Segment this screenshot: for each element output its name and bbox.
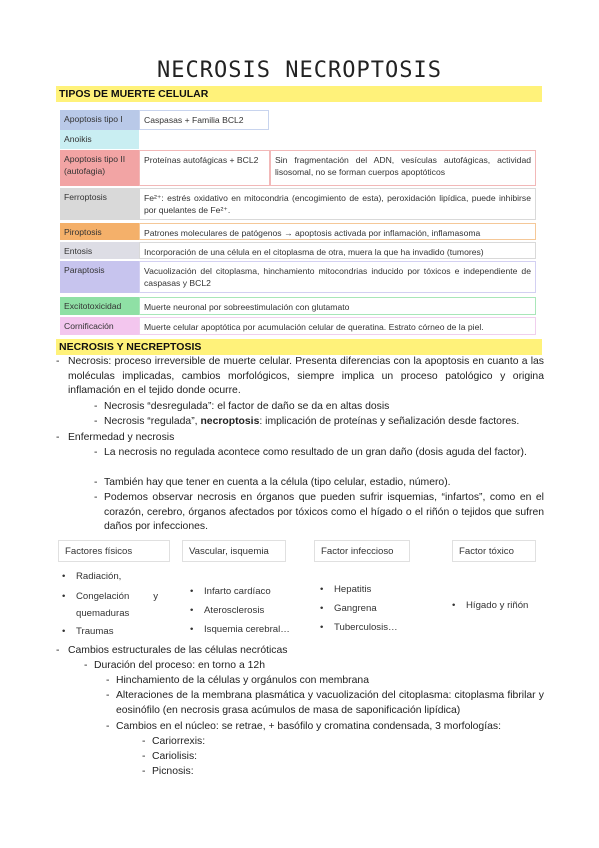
factor-header-toxico: Factor tóxico [452, 540, 536, 562]
bullet-icon: • [320, 603, 324, 614]
table-row [60, 261, 536, 293]
list-item: • Aterosclerosis [188, 601, 308, 620]
row-mechanism: Proteínas autofágicas + BCL2 [139, 150, 270, 186]
dash-icon: - [106, 675, 110, 686]
list-item: - Cambios estructurales de las células necróticas [56, 644, 544, 659]
factor-header-fisicos: Factores físicos [58, 540, 170, 562]
dash-icon: - [56, 432, 60, 443]
table-row [60, 223, 536, 240]
section-heading-tipos: TIPOS DE MUERTE CELULAR [56, 86, 542, 102]
row-label: Cornificación [60, 317, 139, 335]
list-item: • Hígado y riñón [450, 596, 550, 615]
dash-icon: - [56, 645, 60, 656]
list-item: • Congelación y quemaduras [60, 588, 170, 622]
list-item: - Duración del proceso: en torno a 12h [84, 659, 544, 674]
bullet-icon: • [62, 571, 66, 582]
row-label: Ferroptosis [60, 188, 139, 220]
list-item: - Necrosis: proceso irreversible de muerte celular. Presenta diferencias con la apoptosis en cuanto a las moléculas implicadas, cambios morfológicos, siempre implica un proceso patológico y origina inflamación en el tejido donde ocurre. [56, 356, 544, 397]
page-title: NECROSIS NECROPTOSIS [157, 58, 442, 83]
dash-icon: - [56, 356, 60, 367]
table-row [60, 242, 536, 259]
list-item: • Traumas [60, 622, 170, 641]
dash-icon: - [94, 477, 98, 488]
table-row [60, 188, 536, 220]
dash-icon: - [142, 766, 146, 777]
dash-icon: - [94, 447, 98, 458]
row-label: Apoptosis tipo II (autofagia) [60, 150, 139, 186]
list-item: - Necrosis “regulada”, necroptosis: implicación de proteínas y señalización desde factores. [94, 415, 544, 430]
row-mechanism: Muerte neuronal por sobreestimulación con glutamato [139, 297, 536, 315]
row-mechanism: Muerte celular apoptótica por acumulación celular de queratina. Estrato córneo de la piel. [139, 317, 536, 335]
row-mechanism: Caspasas + Familia BCL2 [139, 110, 269, 130]
list-item: • Infarto cardíaco [188, 582, 308, 601]
list-item: - La necrosis no regulada acontece como resultado de un gran daño (dosis aguda del factor). [94, 446, 544, 461]
list-item: - Hinchamiento de la células y orgánulos con membrana [106, 674, 544, 689]
dash-icon: - [94, 401, 98, 412]
bullet-icon: • [190, 624, 194, 635]
table-row [60, 317, 536, 335]
row-features: Sin fragmentación del ADN, vesículas autofágicas, actividad lisosomal, no se forman cuerpos apoptóticos [270, 150, 536, 186]
list-item: • Hepatitis [318, 580, 428, 599]
bullet-icon: • [190, 586, 194, 597]
dash-icon: - [142, 736, 146, 747]
dash-icon: - [142, 751, 146, 762]
list-item: - Cariorrexis: [142, 735, 442, 750]
factor-list-fisicos [60, 567, 170, 641]
list-item: - Necrosis “desregulada”: el factor de daño se da en altas dosis [94, 400, 544, 415]
row-label: Excitotoxicidad [60, 297, 139, 315]
bullet-icon: • [320, 622, 324, 633]
bullet-icon: • [320, 584, 324, 595]
list-item: - Cambios en el núcleo: se retrae, + basófilo y cromatina condensada, 3 morfologías: [106, 720, 544, 735]
dash-icon: - [94, 416, 98, 427]
dash-icon: - [106, 721, 110, 732]
list-item: - Picnosis: [142, 765, 442, 780]
table-row [60, 297, 536, 315]
dash-icon: - [84, 660, 88, 671]
table-row [60, 110, 269, 130]
list-item: - Podemos observar necrosis en órganos que pueden sufrir isquemias, “infartos”, como en el corazón, cerebro, órganos afectados por tóxicos como el hígado o el riñón o tejidos que sufren daños por infecciones. [94, 492, 544, 533]
list-item: - También hay que tener en cuenta a la célula (tipo celular, estadio, número). [94, 476, 544, 491]
row-label: Apoptosis tipo I [60, 110, 139, 130]
bullet-icon: • [62, 626, 66, 637]
row-mechanism: Patrones moleculares de patógenos → apoptosis activada por inflamación, inflamasoma [139, 223, 536, 240]
list-item: - Enfermedad y necrosis [56, 431, 544, 446]
list-item: • Tuberculosis… [318, 618, 428, 637]
factor-list-vascular [188, 582, 308, 639]
list-item: • Isquemia cerebral… [188, 620, 308, 639]
row-label: Piroptosis [60, 223, 139, 240]
list-item: • Gangrena [318, 599, 428, 618]
list-item: - Cariolisis: [142, 750, 442, 765]
necroptosis-term: necroptosis [200, 416, 260, 427]
bullet-icon: • [190, 605, 194, 616]
row-mechanism: Incorporación de una célula en el citoplasma de otra, muera la que ha invadido (tumores) [139, 242, 536, 259]
dash-icon: - [94, 492, 98, 503]
factor-list-infeccioso [318, 580, 428, 637]
bullet-icon: • [62, 591, 66, 602]
section-heading-necrosis: NECROSIS Y NECREPTOSIS [56, 339, 542, 355]
table-row [60, 150, 536, 186]
list-item: • Radiación, [60, 567, 170, 586]
row-label: Entosis [60, 242, 139, 259]
bullet-icon: • [452, 600, 456, 611]
row-label: Paraptosis [60, 261, 139, 293]
factor-header-infeccioso: Factor infeccioso [314, 540, 410, 562]
row-mechanism: Fe²⁺: estrés oxidativo en mitocondria (encogimiento de esta), peroxidación lipídica, puede inhibirse por quelantes de Fe²⁺. [139, 188, 536, 220]
table-row [60, 130, 139, 149]
factor-list-toxico [450, 596, 550, 615]
factor-header-vascular: Vascular, isquemia [182, 540, 286, 562]
dash-icon: - [106, 690, 110, 701]
list-item: - Alteraciones de la membrana plasmática y vacuolización del citoplasma: citoplasma fibrilar y eosinófilo (en necrosis grasa acúmulos de masa de saponificación lipídica) [106, 690, 544, 716]
row-mechanism: Vacuolización del citoplasma, hinchamiento mitocondrias inducido por tóxicos e independiente de caspasas y BCL2 [139, 261, 536, 293]
row-label: Anoikis [60, 130, 139, 149]
